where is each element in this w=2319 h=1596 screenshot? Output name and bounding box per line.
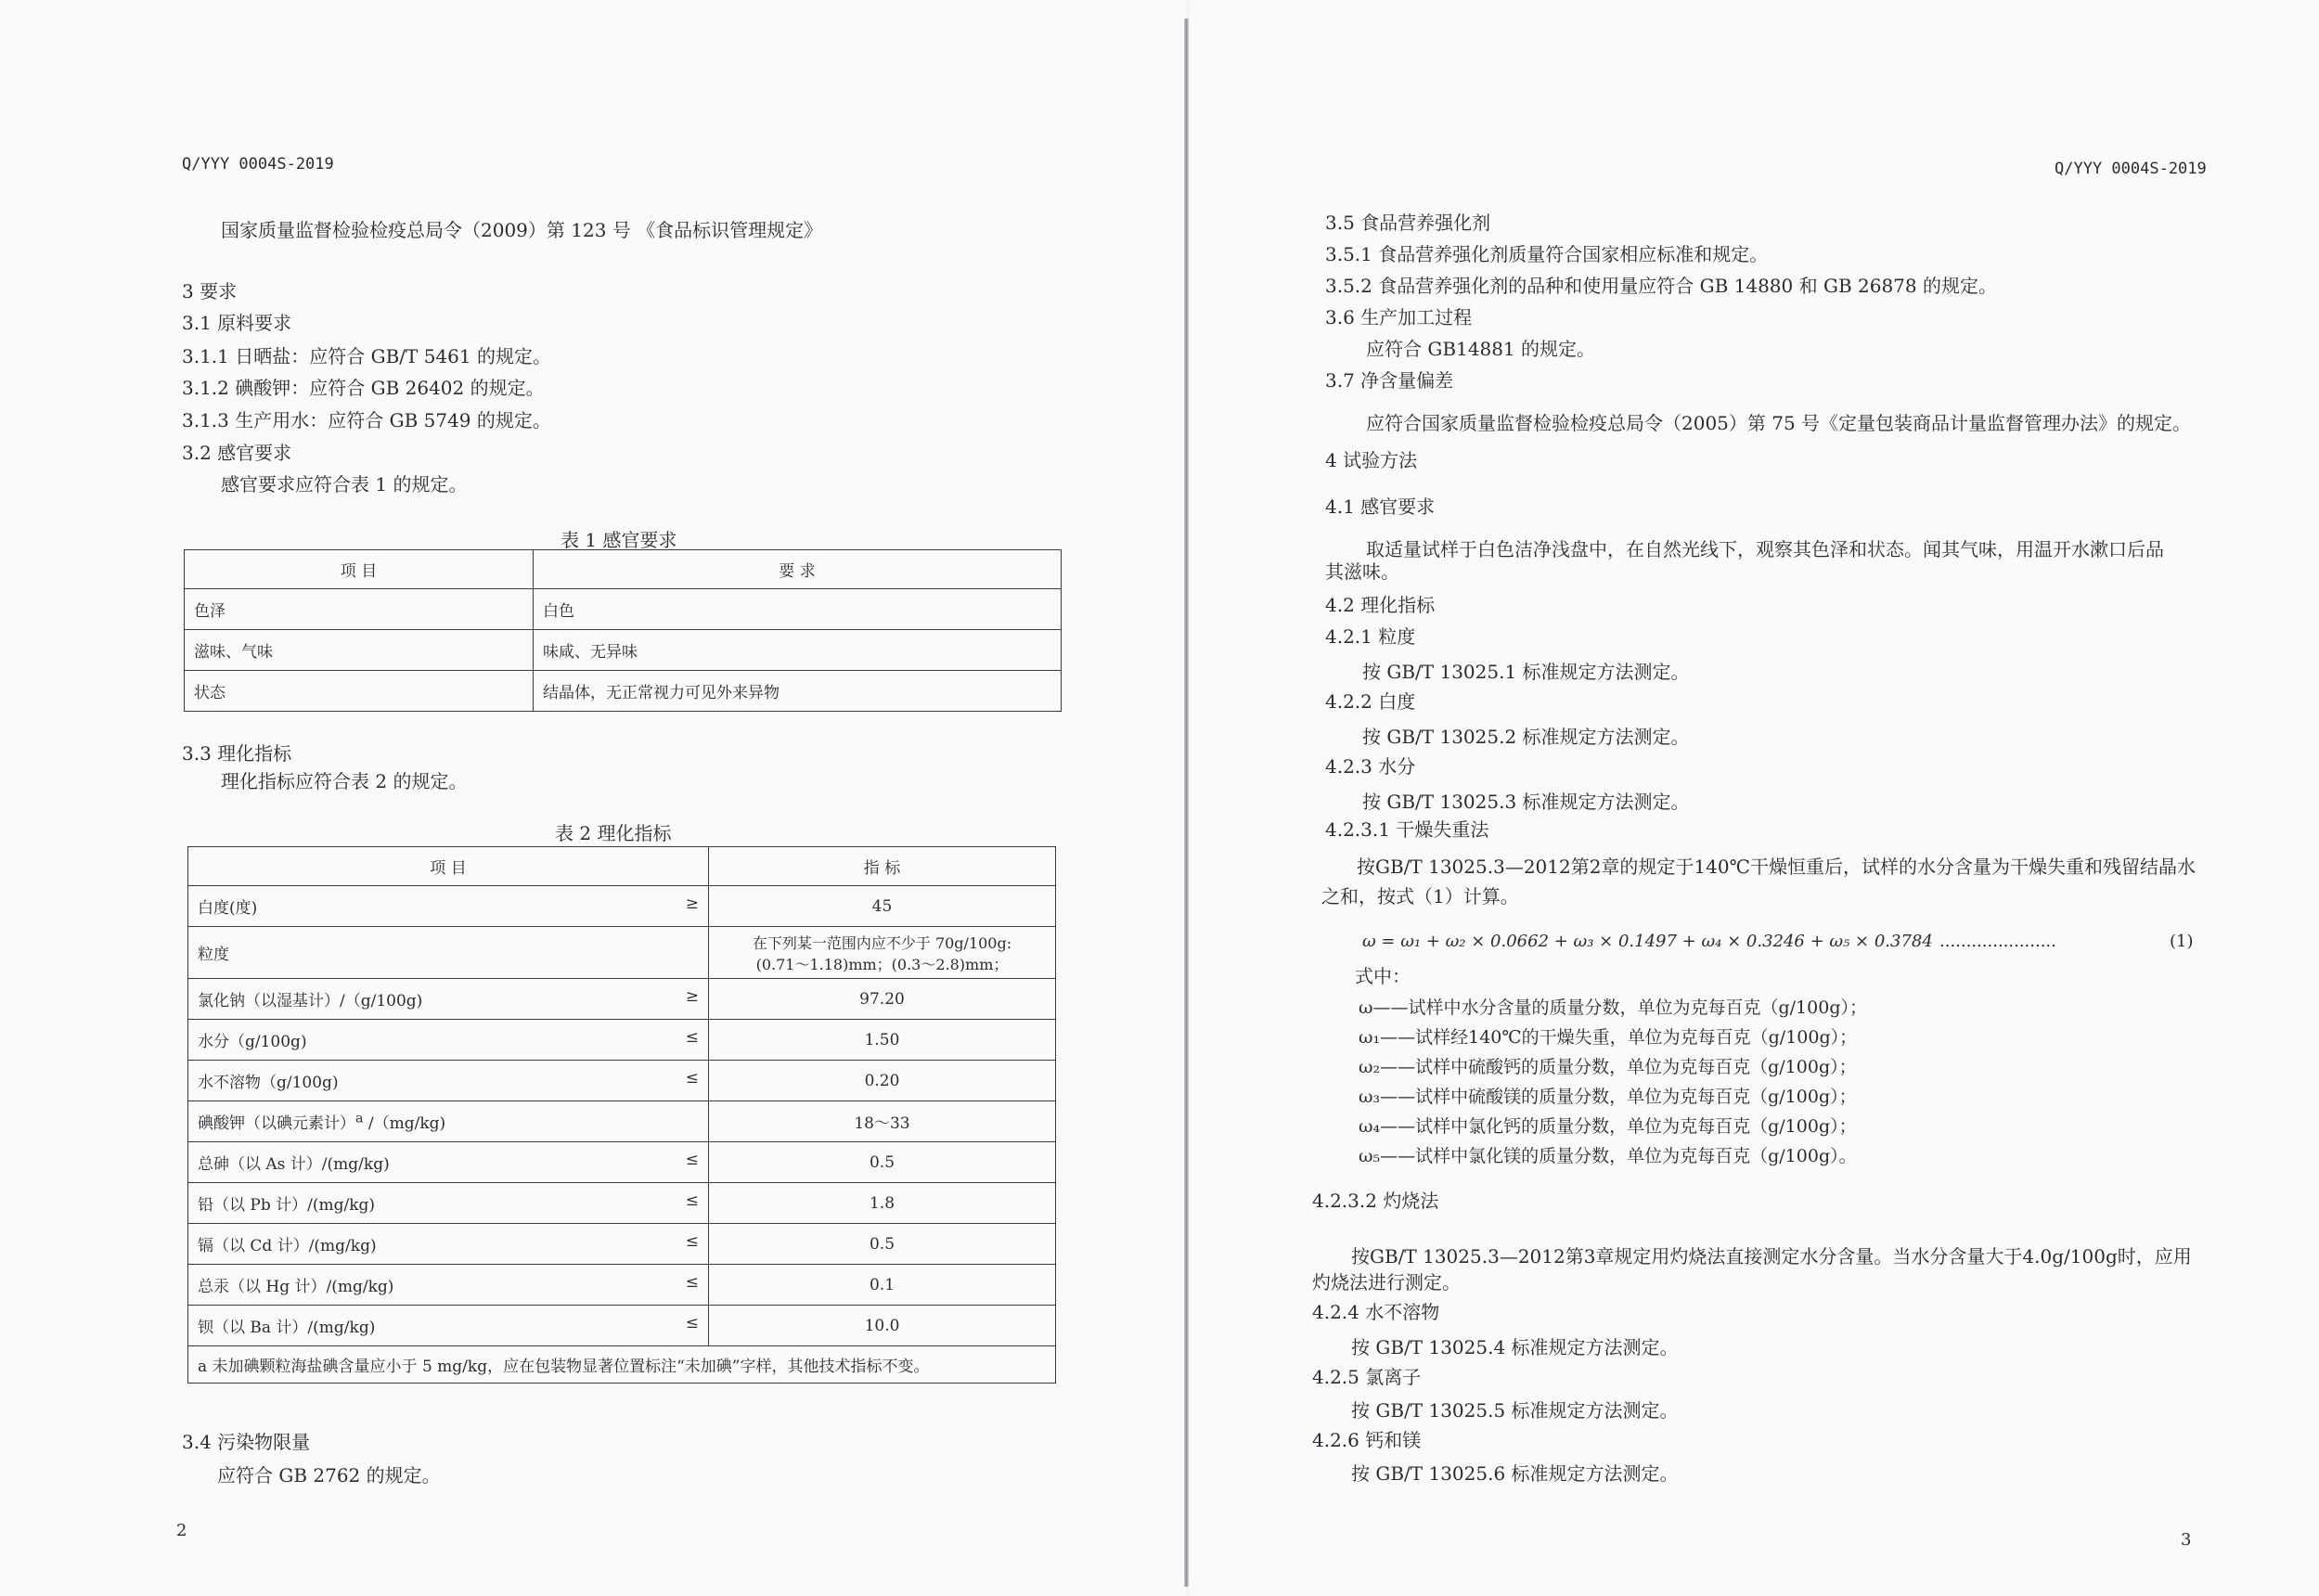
value: 1.50 — [864, 1030, 900, 1049]
table-cell — [709, 1101, 1056, 1142]
table-cell — [709, 1306, 1056, 1346]
value: 0.5 — [869, 1152, 895, 1172]
value-line-2: (0.71～1.18)mm；(0.3～2.8)mm； — [755, 955, 1009, 973]
comparison-sign: ≤ — [685, 1028, 699, 1047]
section-4-1-heading: 4.1 感官要求 — [1325, 496, 1436, 518]
def-line: ω——试样中水分含量的质量分数，单位为克每百克（g/100g）； — [1359, 998, 1867, 1018]
def-line: ω₃——试样中硫酸镁的质量分数，单位为克每百克（g/100g）； — [1359, 1087, 1857, 1107]
page-number-right: 3 — [2181, 1530, 2192, 1550]
where-label: 式中： — [1355, 965, 1411, 987]
table2-physchem — [187, 846, 1056, 1384]
formula-dots: ...................... — [1939, 932, 2056, 951]
section-3-6-heading: 3.6 生产加工过程 — [1325, 306, 1473, 328]
table1-caption: 表 1 感官要求 — [560, 529, 677, 551]
item-label: 氯化钠（以湿基计）/（g/100g) — [198, 992, 423, 1010]
table-row — [185, 630, 1062, 671]
table-row — [188, 1142, 1056, 1183]
comparison-sign: ≤ — [685, 1232, 699, 1251]
item-label: 白度(度) — [198, 899, 258, 918]
def-line: ω₁——试样经140℃的干燥失重，单位为克每百克（g/100g）； — [1359, 1027, 1858, 1048]
formula-1: ω = ω₁ + ω₂ × 0.0662 + ω₃ × 0.1497 + ω₄ × 0.3246 + ω₅ × 0.3784 — [1362, 932, 1933, 951]
def-line: ω₅——试样中氯化镁的质量分数，单位为克每百克（g/100g）。 — [1359, 1146, 1857, 1166]
section-4-2-1-text: 按 GB/T 13025.1 标准规定方法测定。 — [1362, 661, 1690, 683]
section-4-2-3-2-text-2: 灼烧法进行测定。 — [1312, 1271, 1461, 1294]
section-4-2-3-2-heading: 4.2.3.2 灼烧法 — [1312, 1190, 1439, 1212]
section-3-3-text: 理化指标应符合表 2 的规定。 — [221, 770, 468, 792]
section-4-2-3-heading: 4.2.3 水分 — [1325, 755, 1416, 778]
page-gutter — [1184, 19, 1189, 1587]
table2-head-item: 项 目 — [188, 847, 709, 886]
comparison-sign: ≤ — [685, 1314, 699, 1332]
table-cell — [709, 1224, 1056, 1265]
table2-caption: 表 2 理化指标 — [555, 822, 672, 844]
table1-head-item: 项 目 — [185, 550, 534, 589]
section-3-1-heading: 3.1 原料要求 — [182, 312, 292, 334]
table-cell — [188, 1101, 709, 1142]
right-page — [1190, 0, 2319, 1596]
item-label: 水不溶物（g/100g) — [198, 1074, 339, 1092]
reference-line: 国家质量监督检验检疫总局令（2009）第 123 号 《食品标识管理规定》 — [221, 219, 823, 241]
comparison-sign: ≤ — [685, 1191, 699, 1210]
table-cell — [188, 979, 709, 1020]
value: 45 — [871, 896, 893, 916]
section-3-1-3: 3.1.3 生产用水：应符合 GB 5749 的规定。 — [182, 409, 551, 431]
section-3-7-text: 应符合国家质量监督检验检疫总局令（2005）第 75 号《定量包装商品计量监督管理办法》的规定。 — [1366, 412, 2192, 434]
section-4-2-1-heading: 4.2.1 粒度 — [1325, 625, 1416, 648]
table-row — [188, 886, 1056, 927]
value: 0.5 — [869, 1234, 895, 1254]
table-cell — [188, 1061, 709, 1101]
section-3-heading: 3 要求 — [182, 280, 238, 302]
item-label: 水分（g/100g) — [198, 1033, 307, 1051]
table-row — [188, 1101, 1056, 1142]
value: 1.8 — [869, 1193, 895, 1213]
section-3-2-text: 感官要求应符合表 1 的规定。 — [221, 473, 468, 496]
table-row — [188, 1183, 1056, 1224]
section-3-1-2: 3.1.2 碘酸钾：应符合 GB 26402 的规定。 — [182, 377, 545, 399]
doc-code-right: Q/YYY 0004S-2019 — [2055, 160, 2207, 178]
section-4-2-6-heading: 4.2.6 钙和镁 — [1312, 1429, 1422, 1451]
table-cell — [188, 1183, 709, 1224]
table-row — [188, 1020, 1056, 1061]
table-cell — [188, 1306, 709, 1346]
table-cell — [709, 927, 1056, 979]
section-4-2-5-heading: 4.2.5 氯离子 — [1312, 1366, 1422, 1388]
table-cell: 色泽 — [185, 589, 534, 630]
table-cell — [709, 1020, 1056, 1061]
doc-code-left: Q/YYY 0004S-2019 — [182, 155, 334, 174]
table-cell: 滋味、气味 — [185, 630, 534, 671]
section-3-5-heading: 3.5 食品营养强化剂 — [1325, 212, 1491, 234]
comparison-sign: ≤ — [685, 1151, 699, 1169]
section-3-2-heading: 3.2 感官要求 — [182, 442, 292, 464]
section-3-3-heading: 3.3 理化指标 — [182, 742, 292, 765]
table2-head-value: 指 标 — [709, 847, 1056, 886]
page-number-left: 2 — [176, 1521, 187, 1540]
section-3-5-1: 3.5.1 食品营养强化剂质量符合国家相应标准和规定。 — [1325, 243, 1769, 265]
section-4-1-text-2: 其滋味。 — [1325, 560, 1399, 583]
table-row — [188, 1061, 1056, 1101]
table-cell — [188, 1265, 709, 1306]
section-3-6-text: 应符合 GB14881 的规定。 — [1366, 338, 1596, 360]
table-cell — [709, 1265, 1056, 1306]
value: 97.20 — [859, 989, 905, 1009]
item-label: 总汞（以 Hg 计）/(mg/kg) — [198, 1278, 394, 1296]
item-label: 粒度 — [198, 946, 229, 964]
table-cell — [709, 1183, 1056, 1224]
table-cell — [709, 886, 1056, 927]
item-label: 铅（以 Pb 计）/(mg/kg) — [198, 1196, 376, 1215]
section-4-heading: 4 试验方法 — [1325, 449, 1418, 471]
table-cell — [709, 1142, 1056, 1183]
table1-head-req: 要 求 — [534, 550, 1062, 589]
table-cell — [188, 1224, 709, 1265]
table-row — [188, 979, 1056, 1020]
table-cell — [188, 927, 709, 979]
def-line: ω₄——试样中氯化钙的质量分数，单位为克每百克（g/100g）； — [1359, 1116, 1857, 1137]
section-3-1-1: 3.1.1 日晒盐：应符合 GB/T 5461 的规定。 — [182, 345, 551, 367]
section-4-2-6-text: 按 GB/T 13025.6 标准规定方法测定。 — [1351, 1462, 1679, 1485]
section-4-2-4-text: 按 GB/T 13025.4 标准规定方法测定。 — [1351, 1336, 1679, 1358]
table-cell: 味咸、无异味 — [534, 630, 1062, 671]
table1-sensory — [184, 549, 1062, 712]
formula-number: (1) — [2170, 932, 2194, 951]
section-4-2-2-text: 按 GB/T 13025.2 标准规定方法测定。 — [1362, 726, 1690, 748]
section-4-1-text-1: 取适量试样于白色洁净浅盘中，在自然光线下，观察其色泽和状态。闻其气味，用温开水漱口后品 — [1366, 538, 2164, 560]
section-3-5-2: 3.5.2 食品营养强化剂的品种和使用量应符合 GB 14880 和 GB 26878 的规定。 — [1325, 275, 1997, 297]
table-row — [185, 671, 1062, 712]
comparison-sign: ≥ — [685, 895, 699, 913]
value: 0.1 — [869, 1275, 895, 1294]
item-label-tail: /（mg/kg) — [363, 1114, 446, 1133]
section-4-2-5-text: 按 GB/T 13025.5 标准规定方法测定。 — [1351, 1399, 1679, 1422]
section-4-2-3-1-heading: 4.2.3.1 干燥失重法 — [1325, 818, 1489, 841]
section-3-4-heading: 3.4 污染物限量 — [182, 1431, 311, 1453]
item-label: 钡（以 Ba 计）/(mg/kg) — [198, 1319, 376, 1337]
section-3-7-heading: 3.7 净含量偏差 — [1325, 369, 1454, 392]
value: 10.0 — [864, 1316, 900, 1335]
def-line: ω₂——试样中硫酸钙的质量分数，单位为克每百克（g/100g）； — [1359, 1057, 1857, 1077]
section-4-2-4-heading: 4.2.4 水不溶物 — [1312, 1301, 1440, 1323]
table-cell — [188, 1142, 709, 1183]
section-4-2-2-heading: 4.2.2 白度 — [1325, 690, 1416, 713]
comparison-sign: ≤ — [685, 1273, 699, 1292]
table-cell: 状态 — [185, 671, 534, 712]
table-cell — [188, 1020, 709, 1061]
comparison-sign: ≤ — [685, 1069, 699, 1088]
table-cell — [709, 979, 1056, 1020]
table-row — [188, 1306, 1056, 1346]
section-3-4-text: 应符合 GB 2762 的规定。 — [217, 1464, 441, 1487]
table-cell: 结晶体，无正常视力可见外来异物 — [534, 671, 1062, 712]
table-row — [188, 927, 1056, 979]
value: 0.20 — [864, 1071, 900, 1090]
item-label: 镉（以 Cd 计）/(mg/kg) — [198, 1237, 377, 1255]
section-4-2-3-1-text-2: 之和，按式（1）计算。 — [1321, 885, 1519, 907]
comparison-sign: ≥ — [685, 987, 699, 1006]
item-label: 碘酸钾（以碘元素计） — [198, 1114, 355, 1133]
value: 18～33 — [854, 1114, 910, 1133]
table-cell: 白色 — [534, 589, 1062, 630]
table-row — [188, 1265, 1056, 1306]
section-4-2-3-2-text-1: 按GB/T 13025.3—2012第3章规定用灼烧法直接测定水分含量。当水分含量大于4.0g/100g时，应用 — [1351, 1245, 2192, 1268]
table-cell — [188, 886, 709, 927]
table-row — [185, 589, 1062, 630]
section-4-2-3-1-text-1: 按GB/T 13025.3—2012第2章的规定于140℃干燥恒重后，试样的水分含量为干燥失重和残留结晶水 — [1357, 856, 2196, 878]
table-cell — [709, 1061, 1056, 1101]
item-label: 总砷（以 As 计）/(mg/kg) — [198, 1155, 390, 1174]
table2-footnote: a 未加碘颗粒海盐碘含量应小于 5 mg/kg，应在包装物显著位置标注“未加碘”字样，其他技术指标不变。 — [188, 1346, 1056, 1384]
section-4-2-heading: 4.2 理化指标 — [1325, 594, 1436, 616]
footnote-marker: a — [355, 1111, 364, 1126]
section-4-2-3-text: 按 GB/T 13025.3 标准规定方法测定。 — [1362, 791, 1690, 813]
value: 在下列某一范围内应不少于 70g/100g: — [752, 933, 1012, 952]
table-row — [188, 1224, 1056, 1265]
